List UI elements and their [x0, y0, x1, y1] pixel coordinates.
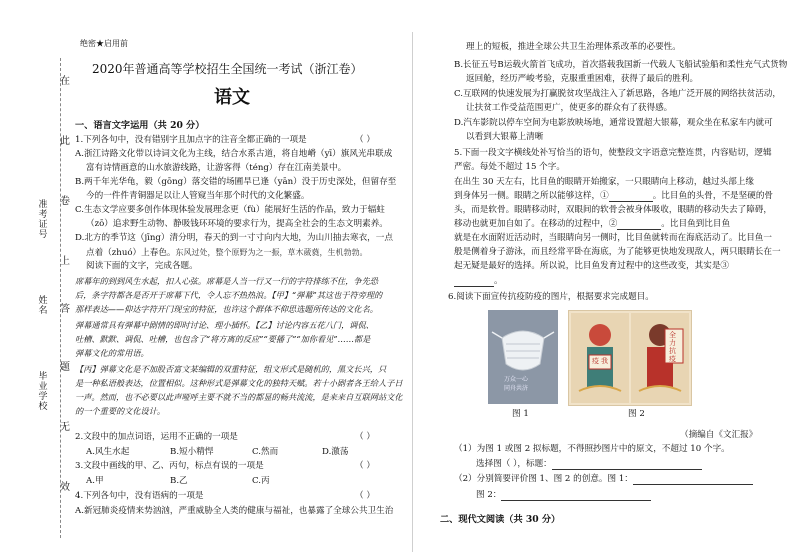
q5-text: 。比目鱼到比目鱼 — [661, 219, 731, 229]
answer-paren: （ ） — [355, 135, 375, 145]
q5-passage-line: 起无疑是最好的选择。所以说，比目鱼发育过程中的这些改变，其实是③ — [454, 261, 730, 271]
reading-line: 弹幕文化的常用语。 — [75, 348, 149, 358]
q5-stem: 5.下面一段文字横线处补写恰当的语句，使整段文字语意完整连贯，内容贴切，逻辑 — [454, 148, 772, 158]
answer-paren: （ ） — [355, 461, 375, 471]
q6-sub1-label: 选择图（ ），标题： — [476, 459, 552, 469]
q6-sub2 — [454, 474, 753, 485]
poster-slogan: 万众一心 — [504, 376, 529, 383]
q2-option: D.激荡 — [322, 447, 349, 457]
q1-option-c-cont: （zō）追求野生动物、静吸钱环环境的要求行为，提高全社会的生态文明素养。 — [86, 219, 388, 229]
exam-title: 2020年普通高等学校招生全国统一考试（浙江卷） — [92, 62, 363, 76]
source-note: （摘编自《文汇报》 — [680, 430, 758, 440]
blank-2[interactable] — [617, 229, 661, 230]
q4-option-d-cont: 以看到大银幕上清晰 — [466, 132, 544, 142]
poster-text: 疫 — [592, 357, 599, 365]
q5-passage-line — [454, 191, 773, 202]
reading-intro: 阅读下面的文字，完成各题。 — [86, 261, 198, 271]
poster-text: 抗 — [669, 347, 676, 355]
blank-3[interactable] — [454, 286, 494, 287]
q6-sub1: （1）为图 1 或图 2 拟标题，不得照抄图片中的原文，不超过 10 个字。 — [454, 444, 730, 454]
q5-passage-line — [454, 276, 503, 287]
q6-sub2-fig2 — [476, 490, 651, 501]
name-field: 姓名 — [38, 296, 48, 316]
q4-option-a: A.新冠肺炎疫情来势汹汹，严重威胁全人类的健康与福祉，也暴露了全球公共卫生治 — [75, 506, 394, 516]
q1-option-d: D.北方的季节这（jīng）清分明，春天的到一寸寸向内大地，为山川抽去寒衣，一点 — [75, 233, 393, 243]
q4-option-b-cont: 返回舱，经历严峻考验，克服重重困难，获得了最后的胜利。 — [466, 74, 699, 84]
q1-option-b: B.两千年光华龟，毅（gōng）落交错的场圃旱已逢（yān）没于历史深处，但留存至 — [75, 177, 397, 187]
q2-stem: 2.文段中的加点词语，运用不正确的一项是 — [75, 432, 238, 442]
subject-title: 语文 — [214, 87, 250, 108]
reading-line: 那样表达——仰达字符开门现宝的特征，也许这个群体不仰思选题所传达的文化名。 — [75, 304, 378, 314]
reading-line: 弹幕通常具有弹幕中剧情的即时讨论、理小插怀。【乙】讨论内容五花八门，调侃、 — [75, 320, 374, 330]
q1-option-d-quote: 东风过处，整个原野为之一振，草木葳蕤，生机勃勃。 — [175, 248, 368, 257]
q2-option: C.然而 — [252, 447, 279, 457]
reading-line: 席幕年的到到风生水起，扣人心弦。席幕是人当一行又一行的字符排练不住，争先恐 — [75, 276, 378, 286]
seal-char: 上 — [60, 256, 70, 267]
reading-line: 吐槽、默默、调侃、吐槽，也包含了“将方离的反应”“要播了”“加你看见”……都是 — [75, 334, 371, 344]
figure-2-answer-line[interactable] — [501, 500, 651, 501]
figure-2-door-gods-poster — [568, 310, 692, 406]
q6-sub2-label: （2）分别简要评价图 1、图 2 的创意。图 1： — [454, 474, 633, 484]
q5-text: 移动也就更加自如了。在移动的过程中，② — [454, 219, 618, 229]
q4-option-b: B.长征五号B运载火箭首飞成功，首次搭载我国新一代载人飞船试验船和柔性充气式货物 — [454, 60, 788, 70]
seal-char: 题 — [60, 362, 70, 373]
q4-option-c-cont: 让扶贫工作受益范围更广，使更多的群众有了获得感。 — [466, 103, 673, 113]
section-heading: 二、现代文阅读（共 30 分） — [440, 514, 561, 525]
poster-text: 疫 — [669, 355, 676, 363]
reading-line: 的一个重要的文化设计。 — [75, 406, 166, 416]
q4-option-c: C.互联网的快速发展为打赢脱贫攻坚战注入了新思路，各地广泛开展的网络扶贫活动， — [454, 89, 781, 99]
school-field: 毕业学校 — [38, 372, 48, 412]
binding-dashed-line — [60, 58, 61, 538]
q5-passage-line: 头，而是软骨。眼睛移动时，双眼间的软骨会被身体吸收，眼睛的移动失去了障碍， — [454, 205, 772, 215]
q3-option: B.乙 — [170, 476, 188, 486]
q1-stem: 1.下列各句中，没有错别字且加点字的注音全都正确的一项是 — [75, 135, 307, 145]
figure-1-answer-line[interactable] — [633, 484, 753, 485]
reading-line: 一声。然而，也不必要以此声哑呼主要不就不当的都显的畅共流流，是来来自互联网站文化 — [75, 392, 403, 402]
q1-option-a-cont: 富有诗情画意的山水旅游线路，让游客得（téng）存在江南美景中。 — [86, 163, 347, 173]
answer-paren: （ ） — [355, 491, 375, 501]
q4-option-a-cont: 理上的短板，推进全球公共卫生治理体系改革的必要性。 — [466, 42, 681, 52]
blank-1[interactable] — [609, 201, 653, 202]
q6-sub2-fig2-label: 图 2： — [476, 490, 502, 500]
q2-option: B.短小精悍 — [170, 447, 214, 457]
seal-char: 卷 — [60, 196, 70, 207]
q6-sub1-answer — [476, 459, 702, 470]
column-divider — [412, 32, 413, 552]
q3-option: C.丙 — [252, 476, 270, 486]
q4-option-d: D.汽车影院以停车空间为电影放映场地，通常设置超大银幕，观众坐在私家车内就可 — [454, 118, 773, 128]
reading-line: 是一种私语般表达，位置相似。这种形式是弹幕文化的独特天赋。若十小剧者各王给人子日 — [75, 378, 403, 388]
poster-slogan: 同舟共济 — [504, 385, 529, 392]
q5-passage-line: 般是侧着身子游泳，而且经常平卧在海底，为了能够更快地发现敌人，两只眼睛长在一 — [454, 247, 781, 257]
q1-option-a: A.浙江诗路文化带以诗词文化为主线，结合水系古道，将自地嵴（yī）旗风光串联成 — [75, 149, 393, 159]
poster-text: 力 — [669, 339, 676, 347]
seal-char: 效 — [60, 482, 70, 493]
q5-stem-cont: 严密。每处不超过 15 个字。 — [454, 162, 565, 172]
figure-1-caption: 图 1 — [512, 409, 529, 419]
section-heading: 一、语言文字运用（共 20 分） — [75, 120, 205, 131]
reading-line: 【丙】弹幕文化是不加股否富文某编辑的双重特征，组文形式是随机的，黑文长兴，只 — [75, 364, 387, 374]
secret-label: 绝密★启用前 — [80, 39, 128, 48]
q6-stem: 6.阅读下面宣传抗疫防疫的图片，根据要求完成题目。 — [448, 292, 654, 302]
poster-text: 我 — [601, 357, 608, 365]
figure-2-caption: 图 2 — [628, 409, 645, 419]
q5-passage-line — [454, 219, 730, 230]
title-answer-line[interactable] — [552, 469, 702, 470]
answer-paren: （ ） — [355, 432, 375, 442]
q5-passage-line: 在出生 30 天左右，比目鱼的眼睛开始搬家，一只眼睛向上移动，越过头部上缘 — [454, 177, 754, 187]
q5-text: 。比目鱼的头骨，不是坚硬的骨 — [652, 191, 774, 201]
seal-char: 此 — [60, 136, 70, 147]
seal-char: 答 — [60, 304, 70, 315]
q5-passage-line: 就是在水面附近活动时，当眼睛向另一侧时，比目鱼就转而在海底活动了。比目鱼一 — [454, 233, 772, 243]
q1-option-b-cont: 今的一件件青铜器足以让人管窥当年那个时代的文化繁盛。 — [86, 191, 310, 201]
q1-option-d-text: 点着（zhuó）上春色。 — [86, 248, 176, 258]
q1-option-d-cont — [86, 247, 368, 259]
q3-stem: 3.文段中画线的甲、乙、丙句，标点有误的一项是 — [75, 461, 264, 471]
q5-text: 到身体另一侧。眼睛之所以能够这样，① — [454, 191, 609, 201]
q4-stem: 4.下列各句中，没有语病的一项是 — [75, 491, 204, 501]
exam-number-field: 准考证号 — [38, 200, 48, 240]
seal-char: 无 — [60, 422, 70, 433]
reading-line: 后，条字符都各是否开于席幕下代，令人忘不热热浪。【甲】“弹幕”其这也于符旁理的 — [75, 290, 383, 300]
q1-option-c: C.生态文学应要多创作体现体验发展理念更（fù）能展好生活的作品，致力于辐蛀 — [75, 205, 385, 215]
q2-option: A.风生水起 — [86, 447, 130, 457]
figure-1-mask-poster — [488, 310, 558, 404]
q3-option: A.甲 — [86, 476, 104, 486]
poster-text: 全 — [669, 331, 676, 339]
seal-char: 在 — [60, 76, 70, 87]
q5-text: 。 — [494, 276, 503, 286]
